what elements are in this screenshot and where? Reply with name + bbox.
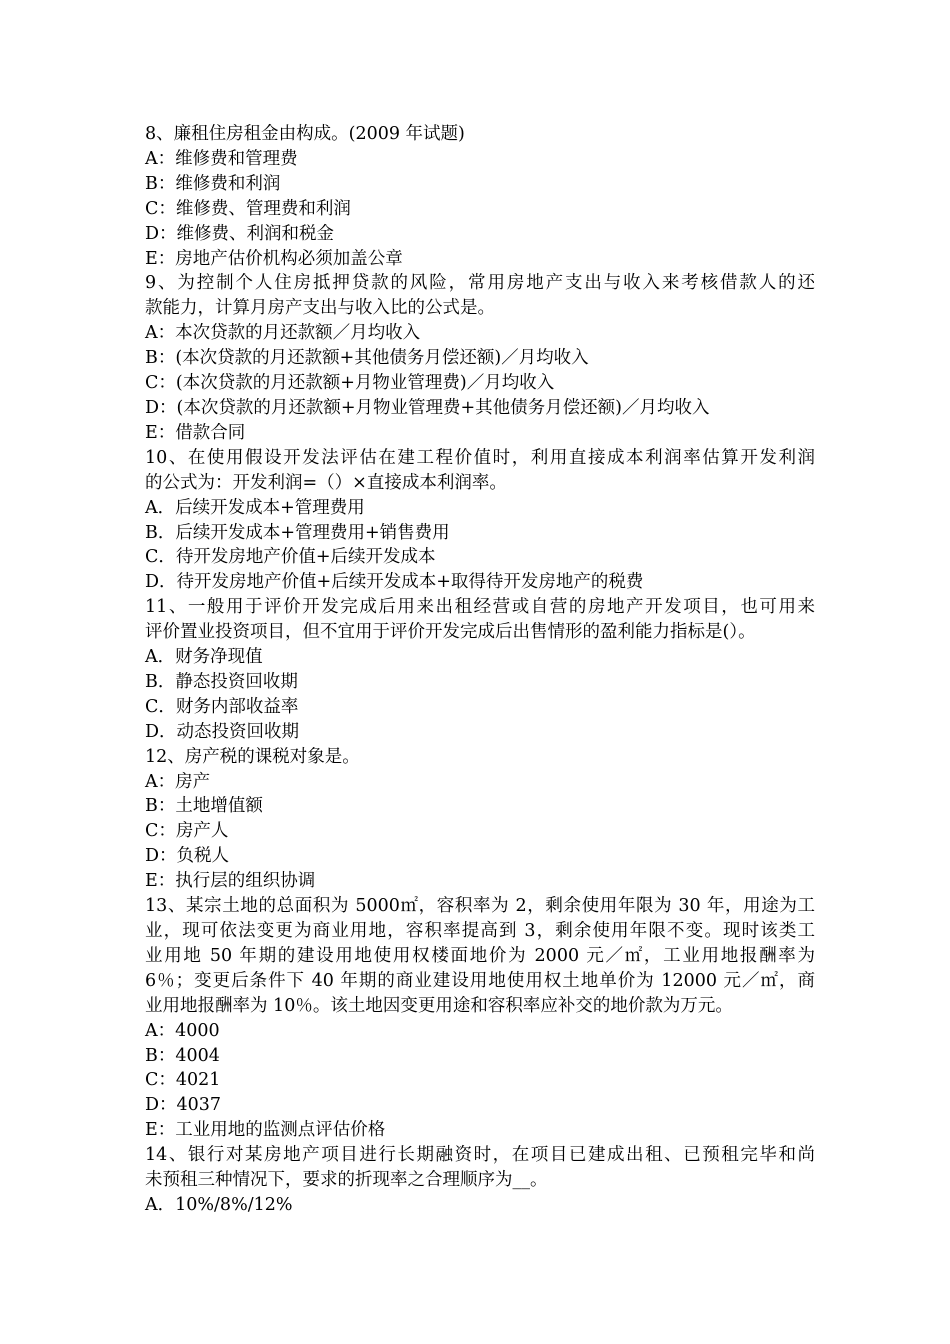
answer-option: A．10%/8%/12% (145, 1194, 293, 1215)
answer-option: D：维修费、利润和税金 (145, 223, 335, 244)
answer-option: B：维修费和利润 (145, 173, 281, 194)
answer-option: C．待开发房地产价值+后续开发成本 (145, 547, 436, 568)
document-page (145, 122, 815, 1218)
answer-option: C：房产人 (145, 821, 229, 842)
question-stem-line: 业，现可依法变更为商业用地，容积率提高到 3，剩余使用年限不变。现时该类工 (145, 921, 815, 941)
question-stem-line: 13、某宗土地的总面积为 5000㎡，容积率为 2，剩余使用年限为 30 年，用途为工 (145, 896, 815, 917)
answer-option: A：房产 (145, 771, 211, 792)
answer-option: D．待开发房地产价值+后续开发成本+取得待开发房地产的税费 (145, 572, 644, 593)
question-stem-line: 11、一般用于评价开发完成后用来出租经营或自营的房地产开发项目，也可用来 (145, 597, 815, 618)
question-stem-line: 12、房产税的课税对象是。 (145, 746, 360, 767)
answer-option: B．后续开发成本+管理费用+销售费用 (145, 522, 450, 543)
question-stem-line: 业用地 50 年期的建设用地使用权楼面地价为 2000 元／㎡，工业用地报酬率为 (145, 945, 815, 966)
question-stem-line: 款能力，计算月房产支出与收入比的公式是。 (145, 298, 495, 319)
answer-option: C：4021 (145, 1070, 221, 1091)
answer-option: B：(本次贷款的月还款额+其他债务月偿还额)／月均收入 (145, 348, 589, 369)
question-stem-line: 6％；变更后条件下 40 年期的商业建设用地使用权土地单价为 12000 元／㎡，商 (145, 970, 815, 991)
question-stem-line: 8、廉租住房租金由构成。(2009 年试题) (145, 124, 465, 144)
question-stem-line: 业用地报酬率为 10％。该土地因变更用途和容积率应补交的地价款为万元。 (145, 995, 733, 1016)
answer-option: C：维修费、管理费和利润 (145, 198, 351, 219)
answer-option: E：借款合同 (145, 422, 246, 443)
answer-option: E：工业用地的监测点评估价格 (145, 1120, 386, 1141)
answer-option: B．静态投资回收期 (145, 671, 298, 692)
question-stem-line: 的公式为：开发利润=（）×直接成本利润率。 (145, 472, 507, 493)
question-stem-line: 9、为控制个人住房抵押贷款的风险，常用房地产支出与收入来考核借款人的还 (145, 273, 815, 294)
answer-option: E：房地产估价机构必须加盖公章 (145, 248, 403, 269)
question-stem-line: 14、银行对某房地产项目进行长期融资时，在项目已建成出租、已预租完毕和尚 (145, 1145, 815, 1166)
question-stem-line: 10、在使用假设开发法评估在建工程价值时，利用直接成本利润率估算开发利润 (145, 447, 815, 468)
question-stem-line: 评价置业投资项目，但不宜用于评价开发完成后出售情形的盈利能力指标是(）。 (145, 622, 756, 643)
answer-option: D：4037 (145, 1095, 222, 1116)
answer-option: C．财务内部收益率 (145, 696, 299, 717)
answer-option: A：4000 (145, 1020, 220, 1041)
question-stem-line: 未预租三种情况下，要求的折现率之合理顺序为__。 (145, 1170, 548, 1191)
answer-option: A．后续开发成本+管理费用 (145, 497, 365, 518)
answer-option: D：(本次贷款的月还款额+月物业管理费+其他债务月偿还额)／月均收入 (145, 397, 710, 418)
answer-option: D：负税人 (145, 846, 230, 867)
answer-option: A：维修费和管理费 (145, 148, 298, 169)
answer-option: B：土地增值额 (145, 796, 263, 817)
answer-option: A．财务净现值 (145, 647, 263, 668)
answer-option: E：执行层的组织协调 (145, 871, 316, 892)
answer-option: C：(本次贷款的月还款额+月物业管理费)／月均收入 (145, 373, 555, 394)
answer-option: B：4004 (145, 1045, 220, 1066)
answer-option: D．动态投资回收期 (145, 721, 300, 742)
answer-option: A：本次贷款的月还款额／月均收入 (145, 323, 421, 344)
